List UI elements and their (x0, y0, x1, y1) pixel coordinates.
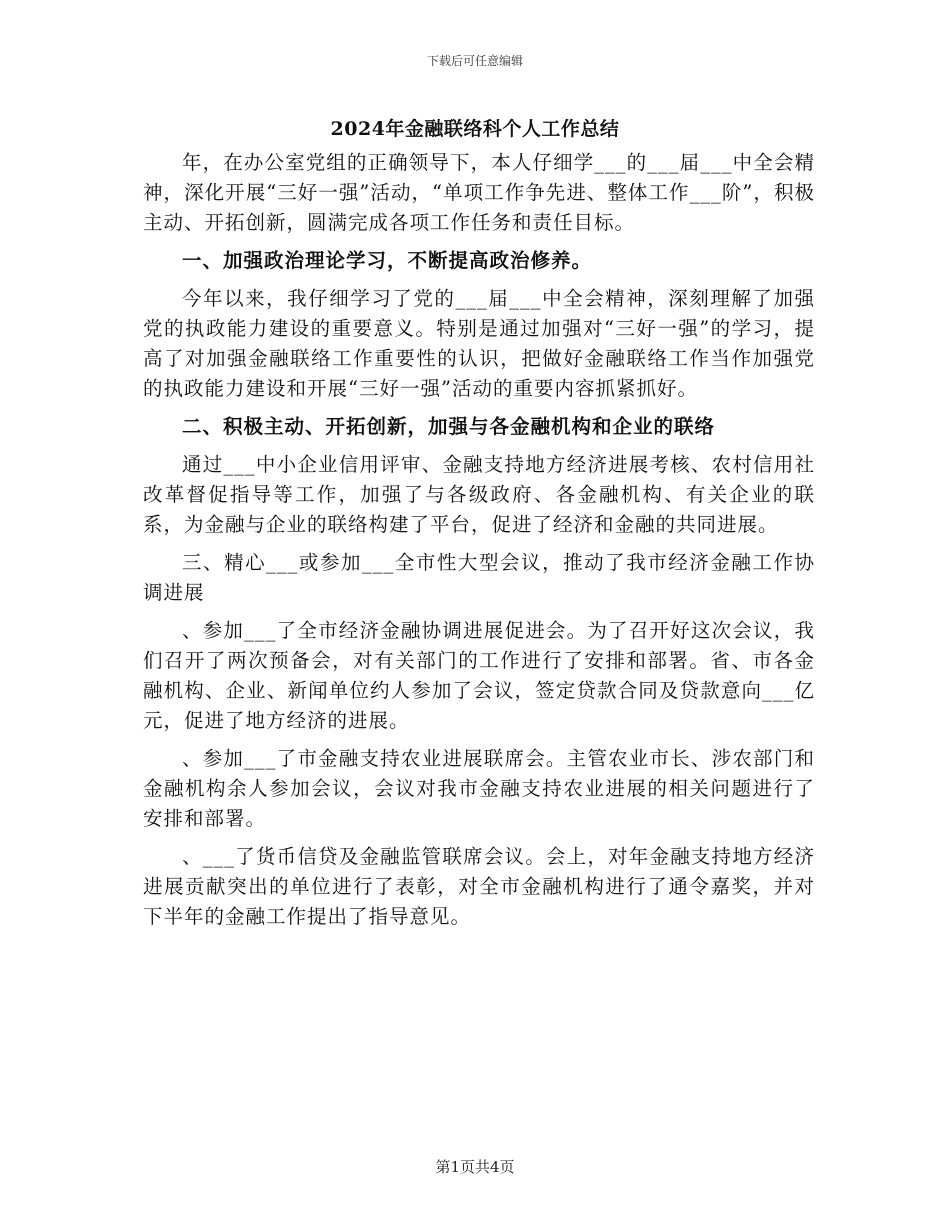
section-heading-1: 一、加强政治理论学习，不断提高政治修养。 (182, 249, 593, 272)
header-note: 下载后可任意编辑 (426, 54, 523, 68)
section-heading-2: 二、积极主动、开拓创新，加强与各金融机构和企业的联络 (182, 415, 716, 438)
intro-paragraph: 年，在办公室党组的正确领导下，本人仔细学___的___届___中全会精神，深化开展“三好一强”活动，“单项工作争先进、整体工作___阶”，积极主动、开拓创新，圆满完成各项工作任务和责任目标。 (143, 151, 815, 234)
section-3-item-2: 、参加___了市金融支持农业进展联席会。主管农业市长、涉农部门和金融机构余人参加会议，会议对我市金融支持农业进展的相关问题进行了安排和部署。 (143, 747, 815, 830)
section-3-item-3: 、___了货币信贷及金融监管联席会议。会上，对年金融支持地方经济进展贡献突出的单位进行了表彰，对全市金融机构进行了通令嘉奖，并对下半年的金融工作提出了指导意见。 (143, 845, 815, 928)
section-3-item-1: 、参加___了全市经济金融协调进展促进会。为了召开好这次会议，我们召开了两次预备会，对有关部门的工作进行了安排和部署。省、市各金融机构、企业、新闻单位约人参加了会议，签定贷款合同及贷款意向___亿元，促进了地方经济的进展。 (143, 619, 815, 732)
page-number: 第1页共4页 (435, 1158, 515, 1176)
document-body (143, 148, 815, 940)
section-heading-3: 三、精心___或参加___全市性大型会议，推动了我市经济金融工作协调进展 (143, 551, 815, 604)
section-1-paragraph: 今年以来，我仔细学习了党的___届___中全会精神，深刻理解了加强党的执政能力建设的重要意义。特别是通过加强对“三好一强”的学习，提高了对加强金融联络工作重要性的认识，把做好金融联络工作当作加强党的执政能力建设和开展“三好一强”活动的重要内容抓紧抓好。 (143, 287, 815, 400)
document-title: 2024年金融联络科个人工作总结 (330, 118, 620, 140)
section-2-paragraph: 通过___中小企业信用评审、金融支持地方经济进展考核、农村信用社改革督促指导等工作，加强了与各级政府、各金融机构、有关企业的联系，为金融与企业的联络构建了平台，促进了经济和金融的共同进展。 (143, 453, 815, 536)
